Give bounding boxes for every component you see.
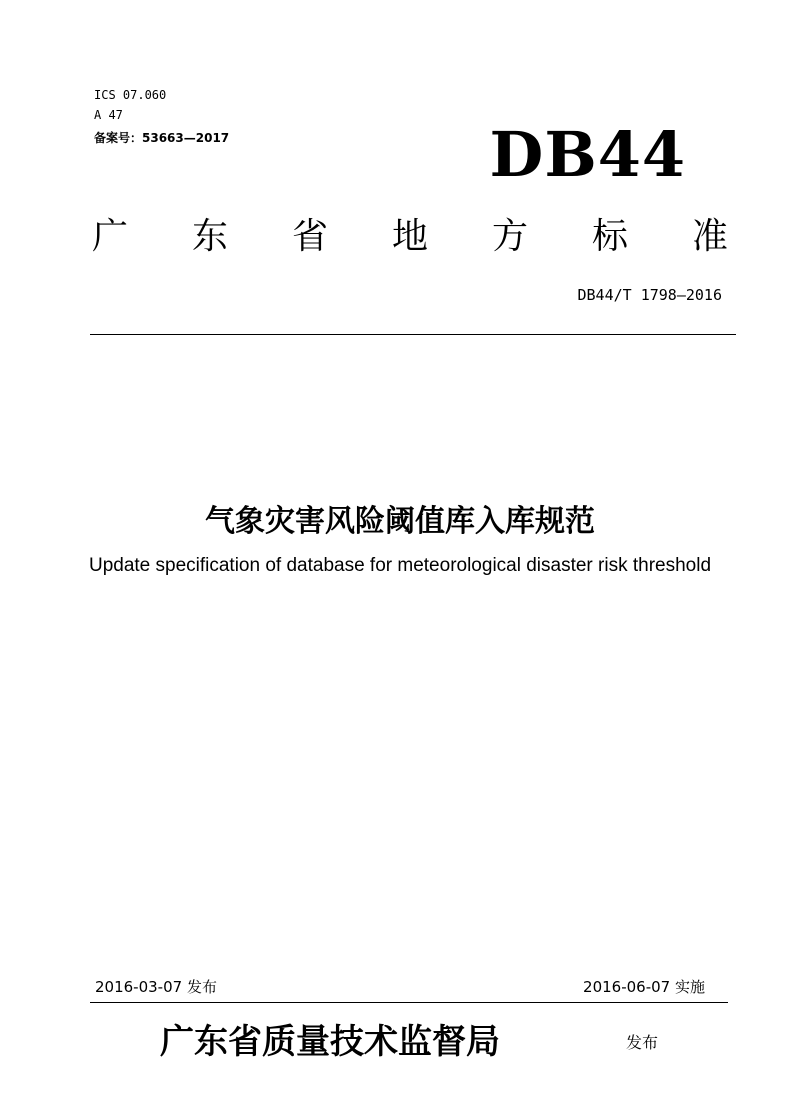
issue-date: 2016-03-07 发布 xyxy=(95,978,217,996)
top-divider xyxy=(90,334,736,335)
document-title-en: Update specification of database for meteorological disaster risk threshold xyxy=(88,555,712,576)
heading-char: 准 xyxy=(691,216,728,257)
db44-logo: DB44 xyxy=(489,118,686,191)
document-title-zh: 气象灾害风险阈值库入库规范 xyxy=(205,504,595,539)
implementation-date: 2016-06-07 实施 xyxy=(583,978,705,996)
standard-type-heading xyxy=(90,208,730,259)
classification-code: A 47 xyxy=(94,108,123,122)
heading-char: 地 xyxy=(391,216,428,257)
ics-code: ICS 07.060 xyxy=(94,88,167,102)
bottom-divider xyxy=(90,1002,728,1003)
heading-char: 东 xyxy=(191,216,228,257)
heading-char: 标 xyxy=(591,216,628,257)
issuing-authority: 广东省质量技术监督局 xyxy=(160,1022,500,1062)
record-number: 备案号：53663—2017 xyxy=(94,131,230,145)
heading-char: 广 xyxy=(91,216,128,257)
heading-char: 方 xyxy=(491,216,528,257)
issuer-suffix: 发布 xyxy=(626,1033,659,1052)
heading-char: 省 xyxy=(291,216,328,257)
standard-number: DB44/T 1798—2016 xyxy=(577,286,722,304)
